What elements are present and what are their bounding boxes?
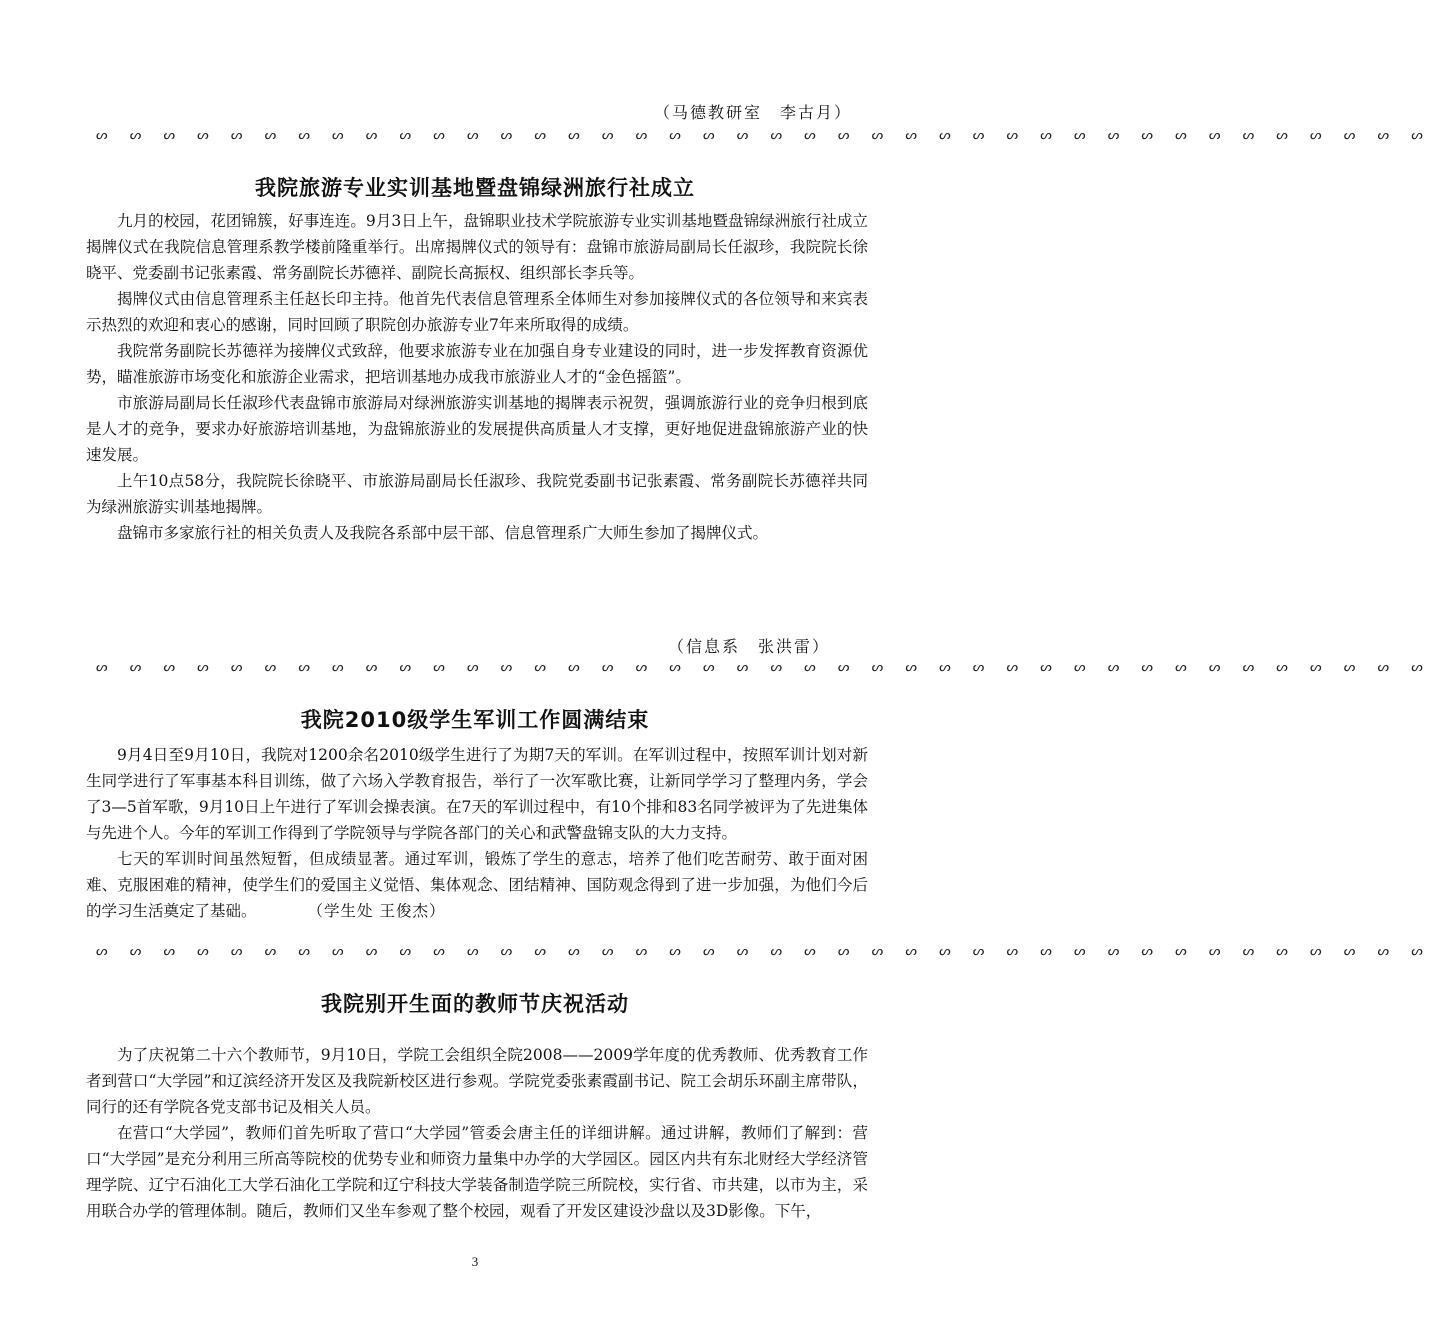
article-body <box>86 1042 868 1224</box>
paragraph: 揭牌仪式由信息管理系主任赵长印主持。他首先代表信息管理系全体师生对参加接牌仪式的各位领导和来宾表示热烈的欢迎和衷心的感谢，同时回顾了职院创办旅游专业7年来所取得的成绩。 <box>86 290 868 334</box>
paragraph: 9月4日至9月10日，我院对1200余名2010级学生进行了为期7天的军训。在军训过程中，按照军训计划对新生同学进行了军事基本科目训练，做了六场入学教育报告，举行了一次军歌比赛，让新同学学习了整理内务，学会了3—5首军歌，9月10日上午进行了军训会操表演。在7天的军训过程中，有10个排和83名同学被评为了先进集体与先进个人。今年的军训工作得到了学院领导与学院各部门的关心和武警盘锦支队的大力支持。 <box>86 746 868 842</box>
article-title: 我院2010级学生军训工作圆满结束 <box>300 708 650 732</box>
divider: ᔕ ᔕ ᔕ ᔕ ᔕ ᔕ ᔕ ᔕ ᔕ ᔕ ᔕ ᔕ ᔕ ᔕ ᔕ ᔕ ᔕ ᔕ ᔕ ᔕ ᔕ ᔕ ᔕ ᔕ ᔕ ᔕ ᔕ ᔕ ᔕ ᔕ ᔕ ᔕ ᔕ ᔕ ᔕ ᔕ ᔕ ᔕ ᔕ ᔕ <box>96 660 1432 675</box>
article-title: 我院别开生面的教师节庆祝活动 <box>321 992 629 1016</box>
paragraph <box>86 846 868 924</box>
paragraph: 九月的校园，花团锦簇，好事连连。9月3日上午，盘锦职业技术学院旅游专业实训基地暨盘锦绿洲旅行社成立揭牌仪式在我院信息管理系教学楼前隆重举行。出席揭牌仪式的领导有：盘锦市旅游局副局长任淑珍，我院院长徐晓平、党委副书记张素霞、常务副院长苏德祥、副院长高振权、组织部长李兵等。 <box>86 212 868 282</box>
paragraph: 为了庆祝第二十六个教师节，9月10日，学院工会组织全院2008——2009学年度的优秀教师、优秀教育工作者到营口“大学园”和辽滨经济开发区及我院新校区进行参观。学院党委张素霞副书记、院工会胡乐环副主席带队，同行的还有学院各党支部书记及相关人员。 <box>86 1046 868 1116</box>
paragraph: 市旅游局副局长任淑珍代表盘锦市旅游局对绿洲旅游实训基地的揭牌表示祝贺，强调旅游行业的竞争归根到底是人才的竞争，要求办好旅游培训基地，为盘锦旅游业的发展提供高质量人才支撑，更好地促进盘锦旅游产业的快速发展。 <box>86 394 868 464</box>
divider: ᔕ ᔕ ᔕ ᔕ ᔕ ᔕ ᔕ ᔕ ᔕ ᔕ ᔕ ᔕ ᔕ ᔕ ᔕ ᔕ ᔕ ᔕ ᔕ ᔕ ᔕ ᔕ ᔕ ᔕ ᔕ ᔕ ᔕ ᔕ ᔕ ᔕ ᔕ ᔕ ᔕ ᔕ ᔕ ᔕ ᔕ ᔕ ᔕ ᔕ <box>96 944 1432 959</box>
article-byline: （信息系 张洪雷） <box>667 637 830 656</box>
paragraph-text: 七天的军训时间虽然短暂，但成绩显著。通过军训，锻炼了学生的意志，培养了他们吃苦耐劳、敢于面对困难、克服困难的精神，使学生们的爱国主义觉悟、集体观念、团结精神、国防观念得到了进一步加强，为他们今后的学习生活奠定了基础。 <box>86 850 868 920</box>
article-byline: （学生处 王俊杰） <box>307 902 446 920</box>
article-body <box>86 208 868 546</box>
page-number: 3 <box>471 1254 479 1269</box>
divider: ᔕ ᔕ ᔕ ᔕ ᔕ ᔕ ᔕ ᔕ ᔕ ᔕ ᔕ ᔕ ᔕ ᔕ ᔕ ᔕ ᔕ ᔕ ᔕ ᔕ ᔕ ᔕ ᔕ ᔕ ᔕ ᔕ ᔕ ᔕ ᔕ ᔕ ᔕ ᔕ ᔕ ᔕ ᔕ ᔕ ᔕ ᔕ ᔕ ᔕ <box>96 128 1432 143</box>
paragraph: 我院常务副院长苏德祥为接牌仪式致辞，他要求旅游专业在加强自身专业建设的同时，进一步发挥教育资源优势，瞄准旅游市场变化和旅游企业需求，把培训基地办成我市旅游业人才的“金色摇篮”。 <box>86 342 868 386</box>
article-body <box>86 742 868 924</box>
paragraph: 盘锦市多家旅行社的相关负责人及我院各系部中层干部、信息管理系广大师生参加了揭牌仪式。 <box>117 524 769 542</box>
article-title: 我院旅游专业实训基地暨盘锦绿洲旅行社成立 <box>255 176 695 200</box>
paragraph: 上午10点58分，我院院长徐晓平、市旅游局副局长任淑珍、我院党委副书记张素霞、常务副院长苏德祥共同为绿洲旅游实训基地揭牌。 <box>86 472 868 516</box>
paragraph: 在营口“大学园”，教师们首先听取了营口“大学园”管委会唐主任的详细讲解。通过讲解，教师们了解到：营口“大学园”是充分利用三所高等院校的优势专业和师资力量集中办学的大学园区。园区内共有东北财经大学经济管理学院、辽宁石油化工大学石油化工学院和辽宁科技大学装备制造学院三所院校，实行省、市共建，以市为主，采用联合办学的管理体制。随后，教师们又坐车参观了整个校园，观看了开发区建设沙盘以及3D影像。下午， <box>86 1124 868 1220</box>
top-byline: （马德教研室 李古月） <box>653 103 852 122</box>
